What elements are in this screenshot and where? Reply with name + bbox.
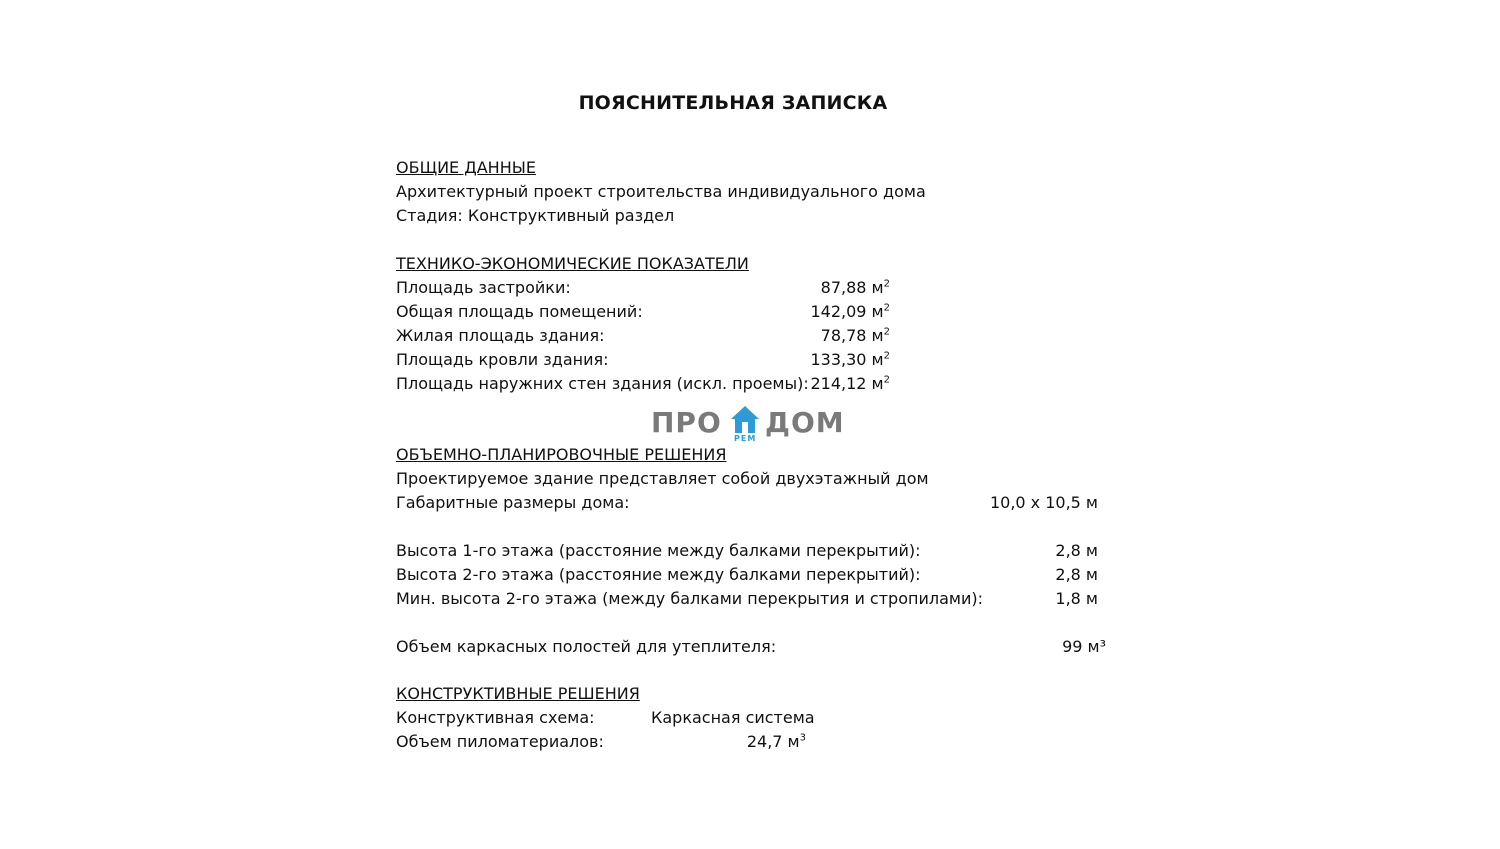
tech-value-living-area: 78,78 $м^2$: [820, 326, 890, 345]
planning-value-dimensions: 10,0 х 10,5 м: [989, 493, 1098, 512]
section-heading-planning: ОБЪЕМНО-ПЛАНИРОВОЧНЫЕ РЕШЕНИЯ: [396, 445, 727, 464]
structural-value-scheme: Каркасная система: [651, 708, 815, 727]
planning-label-dimensions: Габаритные размеры дома:: [396, 493, 630, 512]
logo-text-dom: ДОМ: [765, 406, 845, 439]
section-heading-structural: КОНСТРУКТИВНЫЕ РЕШЕНИЯ: [396, 684, 640, 703]
tech-label-living-area: Жилая площадь здания:: [396, 326, 605, 345]
house-icon: [729, 404, 761, 436]
general-line-stage: Стадия: Конструктивный раздел: [396, 206, 675, 225]
tech-value-total-area: 142,09 $м^2$: [810, 302, 890, 321]
planning-label-insulation-volume: Объем каркасных полостей для утеплителя:: [396, 637, 777, 656]
tech-value-roof-area: 133,30 $м^2$: [810, 350, 890, 369]
tech-label-roof-area: Площадь кровли здания:: [396, 350, 609, 369]
tech-value-building-area: 87,88 $м^2$: [820, 278, 890, 297]
logo-text-rem: РЕМ: [734, 434, 757, 443]
planning-value-height-2: 2,8 м: [1055, 565, 1098, 584]
planning-line-description: Проектируемое здание представляет собой двухэтажный дом: [396, 469, 929, 488]
logo-watermark: [651, 404, 851, 446]
planning-label-height-1: Высота 1-го этажа (расстояние между балками перекрытий):: [396, 541, 921, 560]
tech-label-building-area: Площадь застройки:: [396, 278, 571, 297]
planning-value-insulation-volume: 99 м³: [1062, 637, 1106, 656]
planning-label-min-height: Мин. высота 2-го этажа (между балками перекрытия и стропилами):: [396, 589, 983, 608]
structural-label-scheme: Конструктивная схема:: [396, 708, 595, 727]
structural-label-lumber: Объем пиломатериалов:: [396, 732, 604, 751]
section-heading-tech: ТЕХНИКО-ЭКОНОМИЧЕСКИЕ ПОКАЗАТЕЛИ: [396, 254, 749, 273]
tech-label-walls-area: Площадь наружних стен здания (искл. проемы):: [396, 374, 809, 393]
section-heading-general: ОБЩИЕ ДАННЫЕ: [396, 158, 536, 177]
planning-value-height-1: 2,8 м: [1055, 541, 1098, 560]
structural-value-lumber: 24,7 $м^3$: [746, 732, 806, 751]
page-title: ПОЯСНИТЕЛЬНАЯ ЗАПИСКА: [578, 92, 888, 114]
planning-value-min-height: 1,8 м: [1055, 589, 1098, 608]
general-line-project: Архитектурный проект строительства индивидуального дома: [396, 182, 926, 201]
tech-value-walls-area: 214,12 $м^2$: [810, 374, 890, 393]
tech-label-total-area: Общая площадь помещений:: [396, 302, 643, 321]
planning-label-height-2: Высота 2-го этажа (расстояние между балками перекрытий):: [396, 565, 921, 584]
logo-text-pro: ПРО: [651, 406, 722, 439]
